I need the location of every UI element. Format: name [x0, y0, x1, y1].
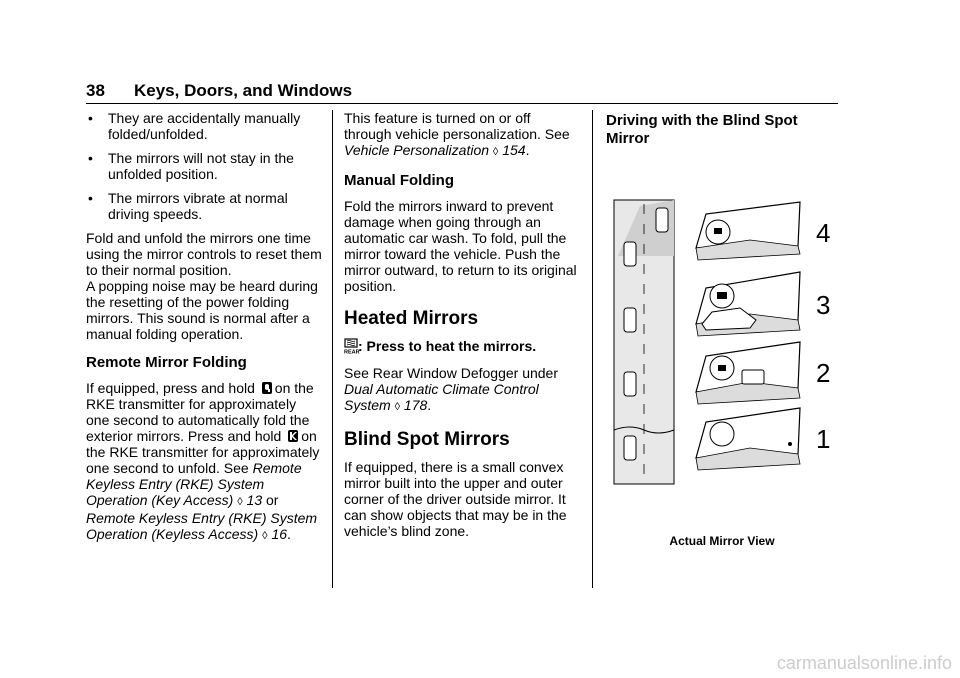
car-icon — [656, 208, 668, 232]
list-item — [86, 110, 322, 142]
cross-reference[interactable]: Remote Keyless Entry (RKE) System Operation (Key Access) — [86, 460, 302, 508]
list-item-text: The mirrors vibrate at normal driving speeds. — [108, 190, 288, 222]
figure-label: 1 — [816, 424, 831, 454]
mirror-view-1 — [696, 408, 800, 470]
paragraph: Fold and unfold the mirrors one time using the mirror controls to reset them to their normal position. — [86, 230, 322, 278]
page-reference[interactable]: 16 — [271, 526, 288, 542]
heated-mirrors-heading: Heated Mirrors — [344, 308, 479, 329]
page-reference[interactable]: 13 — [246, 492, 263, 508]
figure-label: 3 — [816, 290, 831, 320]
paragraph: A popping noise may be heard during the resetting of the power folding mirrors. This sound is normal after a manual folding operation. — [86, 278, 318, 342]
unlock-key-icon — [287, 429, 299, 443]
mirror-view-4 — [696, 202, 800, 260]
car-icon — [624, 372, 636, 396]
page-reference[interactable]: 178 — [403, 397, 428, 413]
figure-caption: Actual Mirror View — [669, 534, 775, 548]
rear-defog-icon — [344, 338, 358, 357]
remote-folding-heading: Remote Mirror Folding — [86, 354, 247, 371]
column-2 — [344, 110, 580, 547]
remote-folding-paragraph: If equipped, press and hold on the RKE transmitter for approximately one second to automatically fold the exterior mirrors. Press and hold on the RKE transmitter for approximately one second to unfold. See Remote Keyless Entry (RKE) System Operation (Key Access) ◊ 13 or Remote Keyless Entry (RKE) System Operation (Keyless Access) ◊ 16. — [86, 380, 320, 542]
blind-spot-illustration — [610, 196, 840, 488]
list-item — [86, 150, 322, 182]
lock-key-icon — [261, 381, 273, 395]
cross-reference[interactable]: Dual Automatic Climate Control System — [344, 381, 539, 413]
manual-folding-heading: Manual Folding — [344, 172, 454, 189]
car-icon — [624, 242, 636, 266]
paragraph: If equipped, there is a small convex mirror built into the upper and outer corner of the driver outside mirror. It can show objects that may be in the vehicle’s blind zone. — [344, 459, 567, 539]
bullet-marker: • — [88, 190, 93, 206]
section-title: Keys, Doors, and Windows — [134, 81, 353, 100]
list-item-text: The mirrors will not stay in the unfolded position. — [108, 150, 294, 182]
paragraph: This feature is turned on or off through vehicle personalization. See Vehicle Personalization ◊ 154. — [344, 110, 570, 158]
page-header — [86, 81, 838, 104]
column-3 — [606, 110, 838, 156]
car-icon — [624, 436, 636, 460]
heated-mirrors-paragraph: REAR : Press to heat the mirrors. — [344, 338, 537, 356]
page-ref-icon: ◊ — [492, 146, 499, 158]
svg-text:REAR: REAR — [344, 349, 360, 356]
car-icon — [624, 308, 636, 332]
mirror-view-2 — [696, 342, 800, 404]
cross-reference[interactable]: Vehicle Personalization — [344, 142, 490, 158]
figure-label: 4 — [816, 218, 831, 248]
column-divider — [592, 110, 593, 588]
page-ref-icon: ◊ — [237, 496, 243, 508]
page-ref-icon: ◊ — [394, 401, 401, 413]
driving-blind-spot-heading: Driving with the Blind Spot Mirror — [606, 112, 798, 147]
watermark: carmanualsonline.info — [776, 653, 952, 673]
blind-spot-heading: Blind Spot Mirrors — [344, 429, 510, 450]
bullet-marker: • — [88, 110, 93, 126]
figure-label: 2 — [816, 358, 831, 388]
list-item-text: They are accidentally manually folded/unfolded. — [108, 110, 301, 142]
column-1 — [86, 110, 322, 552]
bullet-marker: • — [88, 150, 93, 166]
paragraph: See Rear Window Defogger under Dual Automatic Climate Control System ◊ 178. — [344, 365, 559, 413]
column-divider — [332, 110, 333, 588]
mirror-view-3 — [696, 272, 800, 336]
cross-reference[interactable]: Remote Keyless Entry (RKE) System Operation (Keyless Access) — [86, 510, 318, 542]
page-reference[interactable]: 154 — [502, 142, 526, 158]
page-ref-icon: ◊ — [262, 530, 268, 542]
page-number: 38 — [86, 81, 105, 100]
list-item — [86, 190, 322, 222]
paragraph: Fold the mirrors inward to prevent damage when going through an automatic car wash. To fold, pull the mirror toward the vehicle. Push the mirror outward, to return to its original position. — [344, 198, 577, 294]
